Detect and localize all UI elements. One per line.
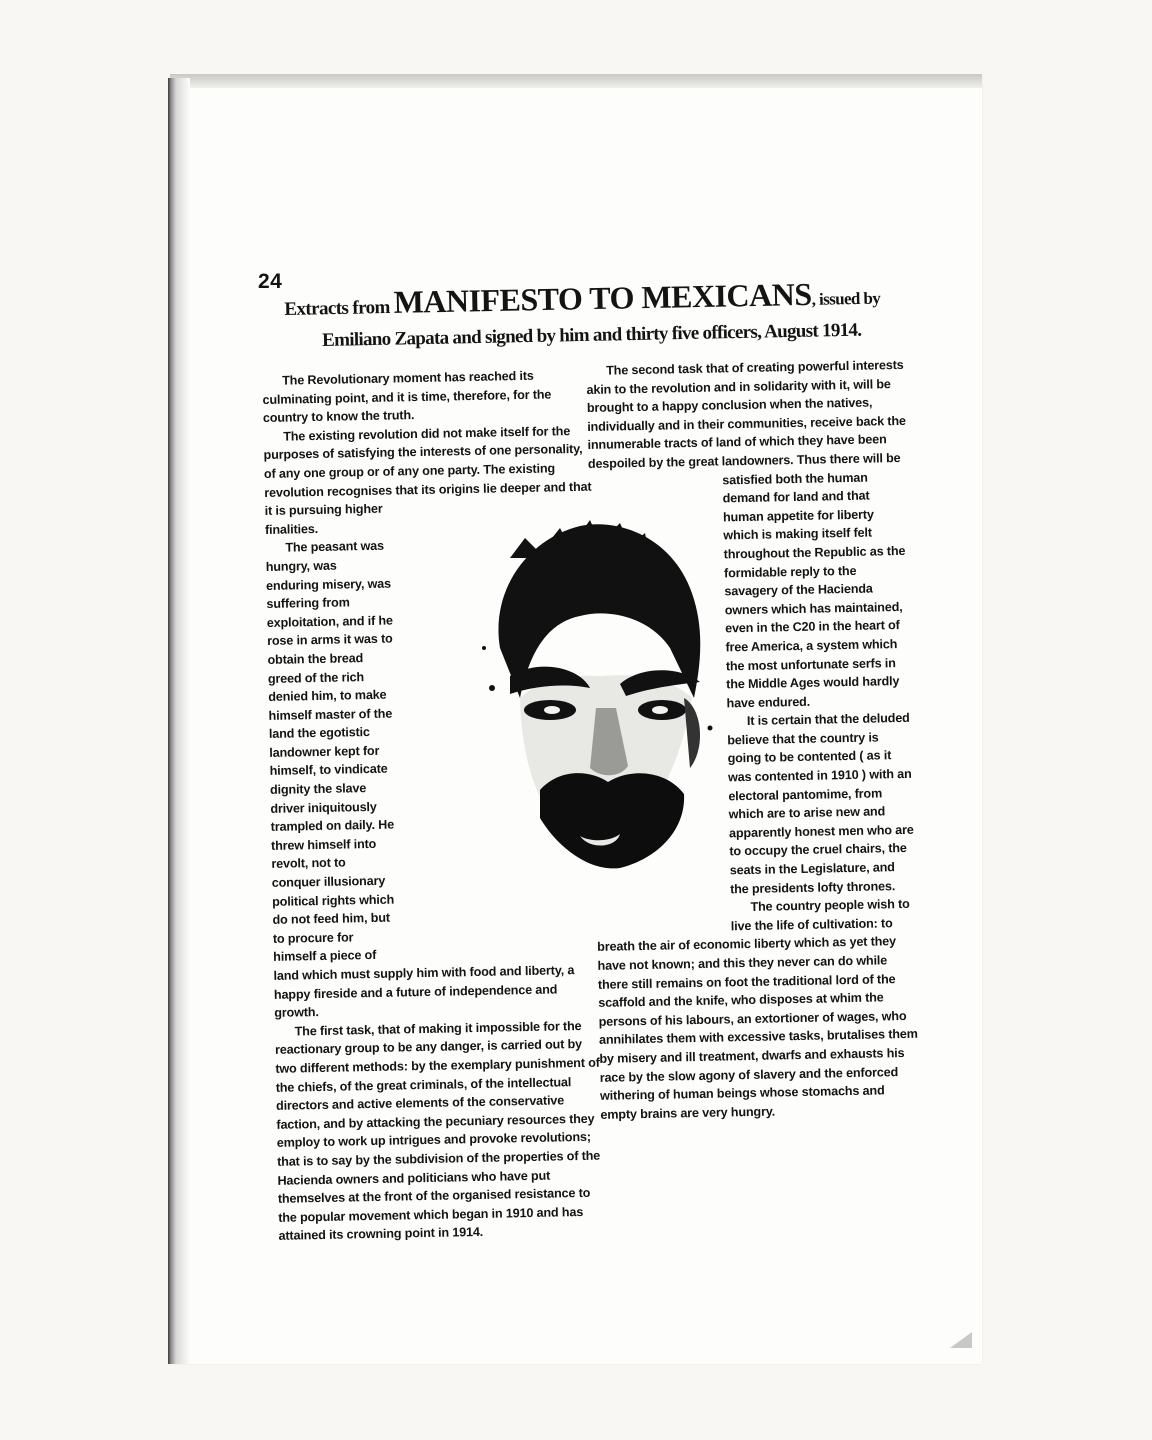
left-paragraph-1: The Revolutionary moment has reached its culminating point, and it is time, therefore, for the country to know the truth. [262, 368, 552, 426]
right-paragraph-2: It is certain that the deluded believe that the country is going to be contented ( as it was contented in 1910 ) with an electoral pantomime, from which are to arise new and apparently honest men who are to occupy the cruel chairs, the seats in the Legislature, and the presidents lofty thrones. [727, 711, 914, 896]
headline-title: MANIFESTO TO MEXICANS [393, 275, 812, 320]
right-paragraph-3: The country people wish to live the life of cultivation: to breath the air of economic liberty which as yet they have not known; and this they never can do while there still remains on foot the traditional lord of the scaffold and the knife, who disposes at whim the persons of his labours, an extortioner of wages, who annihilates them with excessive tasks, brutalises them by misery and ill treatment, dwarfs and exhausts his race by the slow agony of slavery and the enforced withering of human beings whose stomachs and empty brains are very hungry. [597, 897, 918, 1122]
page-binding-edge [168, 78, 190, 1364]
headline-suffix: , issued by [811, 288, 881, 309]
left-paragraph-3: The peasant was hungry, was enduring misery, was suffering from exploitation, and if he rose in arms it was to obtain the bread greed of the rich denied him, to make himself master of the land the egotistic landowner kept for himself, to vindicate dignity the slave driver iniquitously trampled on daily. He threw himself into revolt, not to conquer illusionary political rights which do not feed him, but to procure for himself a piece of land which must supply him with food and liberty, a happy fireside and a future of independence and growth. [265, 539, 575, 1021]
headline-prefix: Extracts from [284, 296, 390, 320]
scan-corner-mark [948, 1330, 974, 1350]
page-number: 24 [258, 270, 283, 293]
right-paragraph-1: The second task that of creating powerful interests akin to the revolution and in solidarity with it, will be brought to a happy conclusion when the natives, individually and in their communities, receive back the innumerable tracts of land of which they have been despoiled by the great landowners. Thus there will be satisfied both the human demand for land and that human appetite for liberty which is making itself felt throughout the Republic as the formidable reply to the savagery of the Hacienda owners which has maintained, even in the C20 in the heart of free America, a system which the most unfortunate serfs in the Middle Ages would hardly have endured. [586, 357, 906, 711]
zapata-portrait-icon [470, 498, 722, 918]
left-paragraph-2: The existing revolution did not make itself for the purposes of satisfying the interests of one personality, of any one group or of any one party. The existing revolution recognises that its origins lie deeper and that it is pursuing higher finalities. [263, 423, 592, 537]
headline-subtitle: Emiliano Zapata and signed by him and thirty five officers, August 1914. [322, 319, 862, 351]
page-top-edge [170, 74, 982, 88]
left-paragraph-4: The first task, that of making it impossible for the reactionary group to be any danger, is carried out by two different methods: by the exemplary punishment of the chiefs, of the great criminals, of the intellectual directors and active elements of the conservative faction, and by attacking the pecuniary resources they employ to work up intrigues and provoke revolutions; that is to say by the subdivision of the properties of the Hacienda owners and politicians who have put themselves at the front of the organised resistance to the popular movement which began in 1910 and has attained its crowning point in 1914. [274, 1018, 601, 1244]
